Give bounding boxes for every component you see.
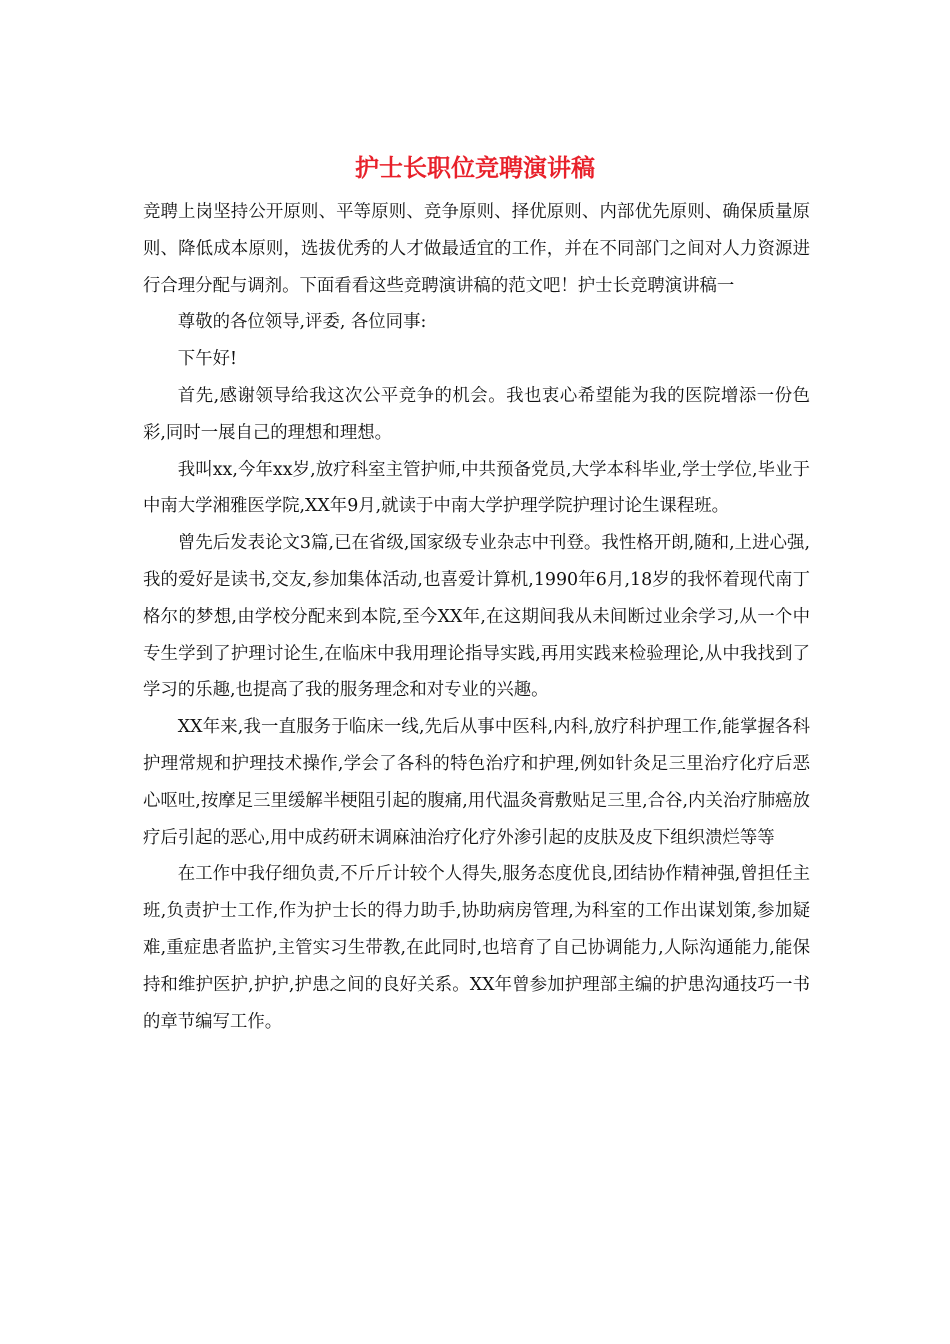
intro-paragraph: 竞聘上岗坚持公开原则、平等原则、竞争原则、择优原则、内部优先原则、确保质量原则、降低成本原则，选拔优秀的人才做最适宜的工作，并在不同部门之间对人力资源进行合理分配与调剂。下面看看这些竞聘演讲稿的范文吧！护士长竞聘演讲稿一 [143, 202, 810, 296]
document-body [143, 194, 810, 1040]
body-paragraph: 我叫xx,今年xx岁,放疗科室主管护师,中共预备党员,大学本科毕业,学士学位,毕业于中南大学湘雅医学院,XX年9月,就读于中南大学护理学院护理讨论生课程班。 [143, 459, 810, 517]
body-paragraph: 在工作中我仔细负责,不斤斤计较个人得失,服务态度优良,团结协作精神强,曾担任主班,负责护士工作,作为护士长的得力助手,协助病房管理,为科室的工作出谋划策,参加疑难,重症患者监护,主管实习生带教,在此同时,也培育了自己协调能力,人际沟通能力,能保持和维护医护,护护,护患之间的良好关系。XX年曾参加护理部主编的护患沟通技巧一书的章节编写工作。 [143, 864, 810, 1032]
body-paragraph: 曾先后发表论文3篇,已在省级,国家级专业杂志中刊登。我性格开朗,随和,上进心强,我的爱好是读书,交友,参加集体活动,也喜爱计算机,1990年6月,18岁的我怀着现代南丁格尔的梦想,由学校分配来到本院,至今XX年,在这期间我从未间断过业余学习,从一个中专生学到了护理讨论生,在临床中我用理论指导实践,再用实践来检验理论,从中我找到了学习的乐趣,也提高了我的服务理念和对专业的兴趣。 [143, 533, 810, 701]
body-paragraph: 首先,感谢领导给我这次公平竞争的机会。我也衷心希望能为我的医院增添一份色彩,同时一展自己的理想和理想。 [143, 385, 810, 443]
body-paragraph: XX年来,我一直服务于临床一线,先后从事中医科,内科,放疗科护理工作,能掌握各科护理常规和护理技术操作,学会了各科的特色治疗和护理,例如针灸足三里治疗化疗后恶心呕吐,按摩足三里缓解半梗阻引起的腹痛,用代温灸膏敷贴足三里,合谷,内关治疗肺癌放疗后引起的恶心,用中成药研末调麻油治疗化疗外渗引起的皮肤及皮下组织溃烂等等 [143, 717, 810, 848]
document-title: 护士长职位竞聘演讲稿 [355, 153, 595, 182]
greeting-paragraph: 下午好! [177, 349, 237, 370]
salutation-paragraph: 尊敬的各位领导,评委, 各位同事: [177, 312, 427, 333]
